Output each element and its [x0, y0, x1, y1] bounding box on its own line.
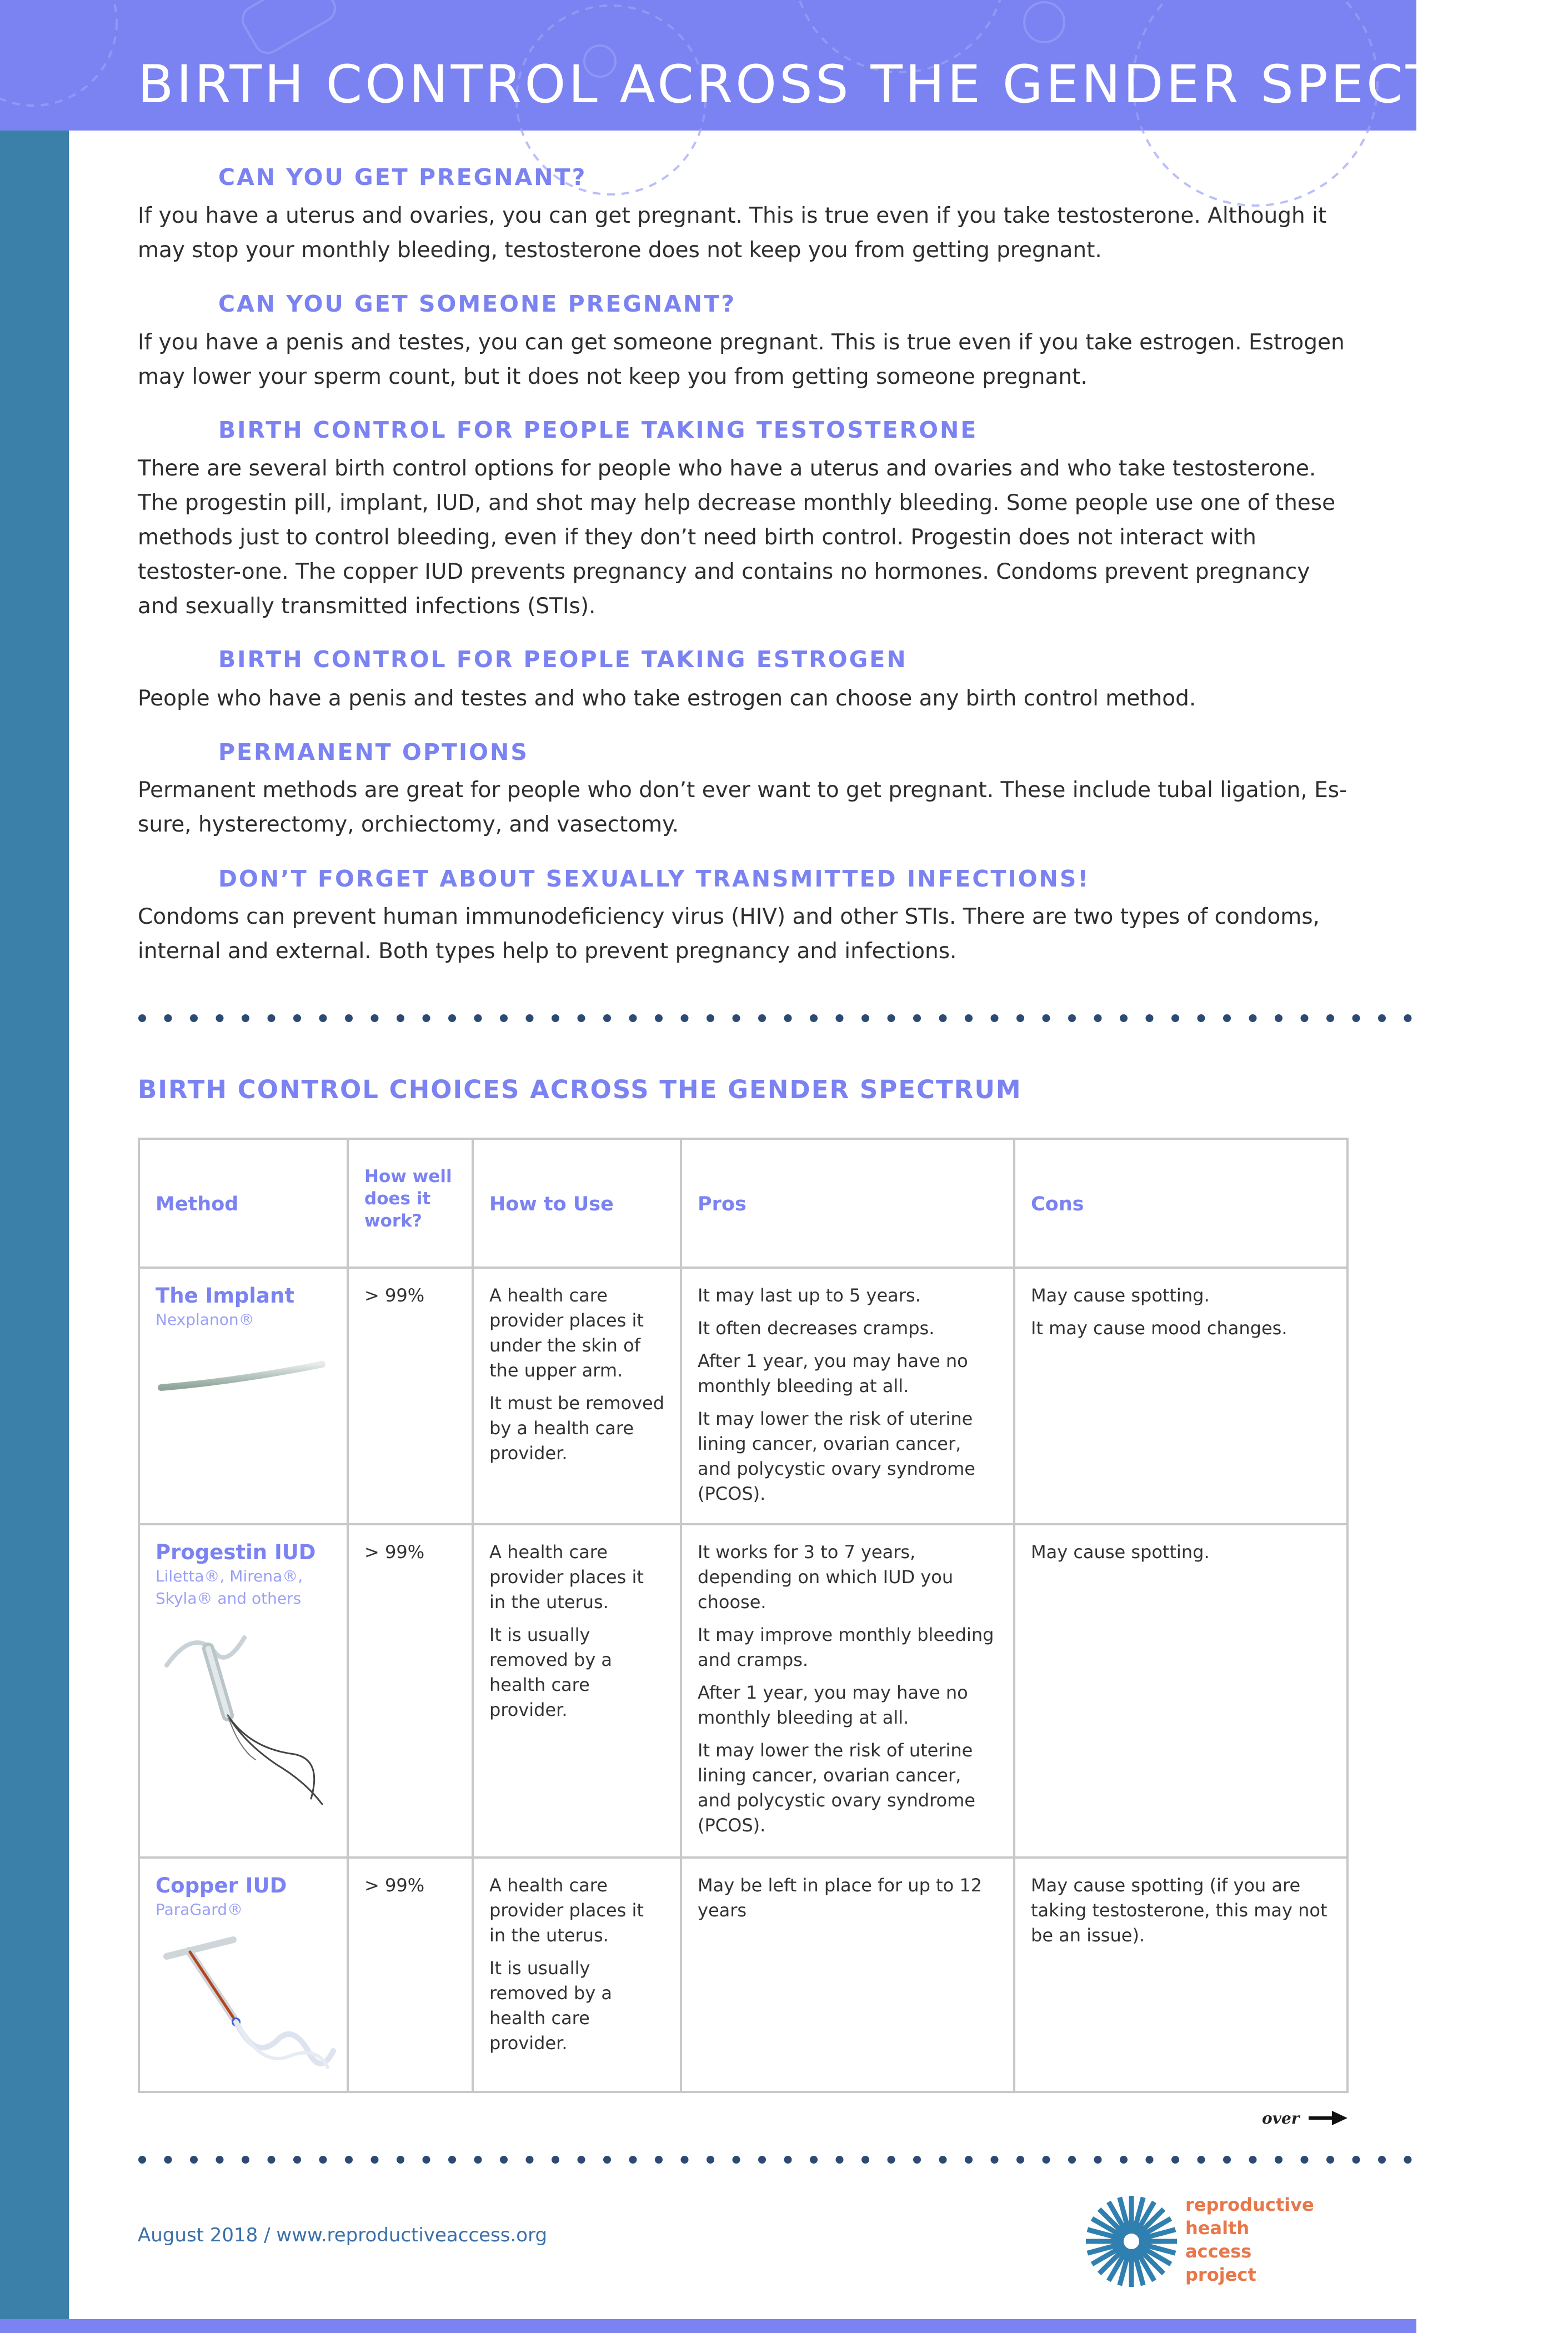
column-header-cons: Cons — [1031, 1193, 1084, 1215]
table-row — [140, 1859, 1346, 2091]
how-to-use-text: It is usually removed by a health care provider. — [489, 1957, 613, 2054]
section-body-can-you-get-pregnant: If you have a uterus and ovaries, you can get pregnant. This is true even if you take testosterone. Although it may stop your monthly bleeding, testosterone does not keep you from getting pregnant. — [138, 203, 1327, 263]
arrow-right-icon — [1307, 2109, 1349, 2127]
side-band — [0, 131, 69, 2319]
section-body-testosterone: There are several birth control options for people who have a uterus and ovaries and who take testosterone. The progestin pill, implant, IUD, and shot may help decrease monthly bleeding. Some people use one of these methods just to control bleeding, even if they don’t need birth control. Progestin does not interact with testoster-one. The copper IUD prevents pregnancy and contains no hormones. Condoms prevent pregnancy and sexually transmitted infections (STIs). — [138, 456, 1336, 619]
bottom-band — [0, 2319, 1416, 2333]
column-header-how-to-use: How to Use — [489, 1193, 614, 1215]
dotted-divider-bottom — [138, 2154, 1416, 2165]
section-heading-get-someone-pregnant: CAN YOU GET SOMEONE PREGNANT? — [218, 291, 736, 317]
method-name: The Implant — [156, 1284, 295, 1308]
method-name: Copper IUD — [156, 1874, 287, 1898]
section-heading-permanent: PERMANENT OPTIONS — [218, 739, 529, 765]
con-text: May cause spotting. — [1031, 1285, 1210, 1306]
how-to-use-text: It must be removed by a health care provider. — [489, 1393, 664, 1464]
section-heading-can-you-get-pregnant: CAN YOU GET PREGNANT? — [218, 164, 587, 191]
how-to-use-text: A health care provider places it in the uterus. — [489, 1541, 644, 1613]
pro-text: After 1 year, you may have no monthly bleeding at all. — [698, 1350, 968, 1396]
copper-iud-image — [156, 1929, 339, 2073]
how-to-use-text: It is usually removed by a health care provider. — [489, 1624, 613, 1720]
pro-text: It may last up to 5 years. — [698, 1285, 921, 1306]
table-row — [140, 1525, 1346, 1859]
logo-line: reproductive — [1185, 2194, 1314, 2215]
table-header-row — [140, 1140, 1346, 1269]
pro-text: It may improve monthly bleeding and cramps. — [698, 1624, 994, 1670]
header-banner — [0, 0, 1568, 131]
table-title: BIRTH CONTROL CHOICES ACROSS THE GENDER SPECTRUM — [138, 1075, 1022, 1104]
rhap-logo-icon — [1084, 2194, 1179, 2289]
column-header-pros: Pros — [698, 1193, 747, 1215]
section-body-sti: Condoms can prevent human immunodeficiency virus (HIV) and other STIs. There are two types of condoms, internal and external. Both types help to prevent pregnancy and infections. — [138, 904, 1320, 964]
method-name: Progestin IUD — [156, 1540, 316, 1564]
page-title: BIRTH CONTROL ACROSS THE GENDER SPECTRUM — [138, 54, 1568, 115]
logo-line: health — [1185, 2217, 1250, 2239]
section-body-permanent: Permanent methods are great for people who don’t ever want to get pregnant. These include tubal ligation, Es-sure, hysterectomy, orchiectomy, and vasectomy. — [138, 778, 1347, 837]
logo-text — [1185, 2193, 1314, 2286]
birth-control-table — [138, 1138, 1349, 2093]
implant-image — [156, 1348, 333, 1414]
pro-text: It may lower the risk of uterine lining cancer, ovarian cancer, and polycystic ovary syndrome (PCOS). — [698, 1408, 975, 1504]
table-row — [140, 1269, 1346, 1525]
section-heading-sti: DON’T FORGET ABOUT SEXUALLY TRANSMITTED INFECTIONS! — [218, 865, 1090, 892]
pro-text: It works for 3 to 7 years, depending on which IUD you choose. — [698, 1541, 954, 1613]
method-brand: Liletta®, Mirena®, Skyla® and others — [156, 1567, 303, 1608]
method-brand: Nexplanon® — [156, 1310, 254, 1329]
effectiveness-value: > 99% — [364, 1541, 425, 1563]
dotted-divider-top — [138, 1013, 1416, 1024]
pro-text: After 1 year, you may have no monthly bleeding at all. — [698, 1682, 968, 1728]
con-text: It may cause mood changes. — [1031, 1318, 1288, 1339]
section-body-estrogen: People who have a penis and testes and who take estrogen can choose any birth control method. — [138, 686, 1196, 711]
effectiveness-value: > 99% — [364, 1285, 425, 1306]
pro-text: It may lower the risk of uterine lining cancer, ovarian cancer, and polycystic ovary syndrome (PCOS). — [698, 1740, 975, 1836]
pro-text: It often decreases cramps. — [698, 1318, 935, 1339]
section-body-get-someone-pregnant: If you have a penis and testes, you can get someone pregnant. This is true even if you take estrogen. Estrogen may lower your sperm count, but it does not keep you from getting someone pregnant. — [138, 330, 1345, 389]
con-text: May cause spotting. — [1031, 1541, 1210, 1563]
how-to-use-text: A health care provider places it under the skin of the upper arm. — [489, 1285, 644, 1381]
effectiveness-value: > 99% — [364, 1875, 425, 1896]
over-indicator — [1262, 2109, 1349, 2127]
method-brand: ParaGard® — [156, 1900, 243, 1919]
over-label: over — [1262, 2109, 1300, 2127]
column-header-effectiveness: How well does it work? — [364, 1166, 452, 1231]
progestin-iud-image — [156, 1615, 339, 1810]
pro-text: May be left in place for up to 12 years — [698, 1875, 983, 1921]
logo-line: project — [1185, 2264, 1256, 2285]
section-heading-testosterone: BIRTH CONTROL FOR PEOPLE TAKING TESTOSTERONE — [218, 417, 978, 443]
column-header-method: Method — [156, 1193, 239, 1215]
footer-date-url: August 2018 / www.reproductiveaccess.org — [138, 2224, 548, 2246]
how-to-use-text: A health care provider places it in the uterus. — [489, 1875, 644, 1946]
con-text: May cause spotting (if you are taking testosterone, this may not be an issue). — [1031, 1875, 1327, 1946]
logo-line: access — [1185, 2241, 1252, 2262]
section-heading-estrogen: BIRTH CONTROL FOR PEOPLE TAKING ESTROGEN — [218, 646, 908, 673]
